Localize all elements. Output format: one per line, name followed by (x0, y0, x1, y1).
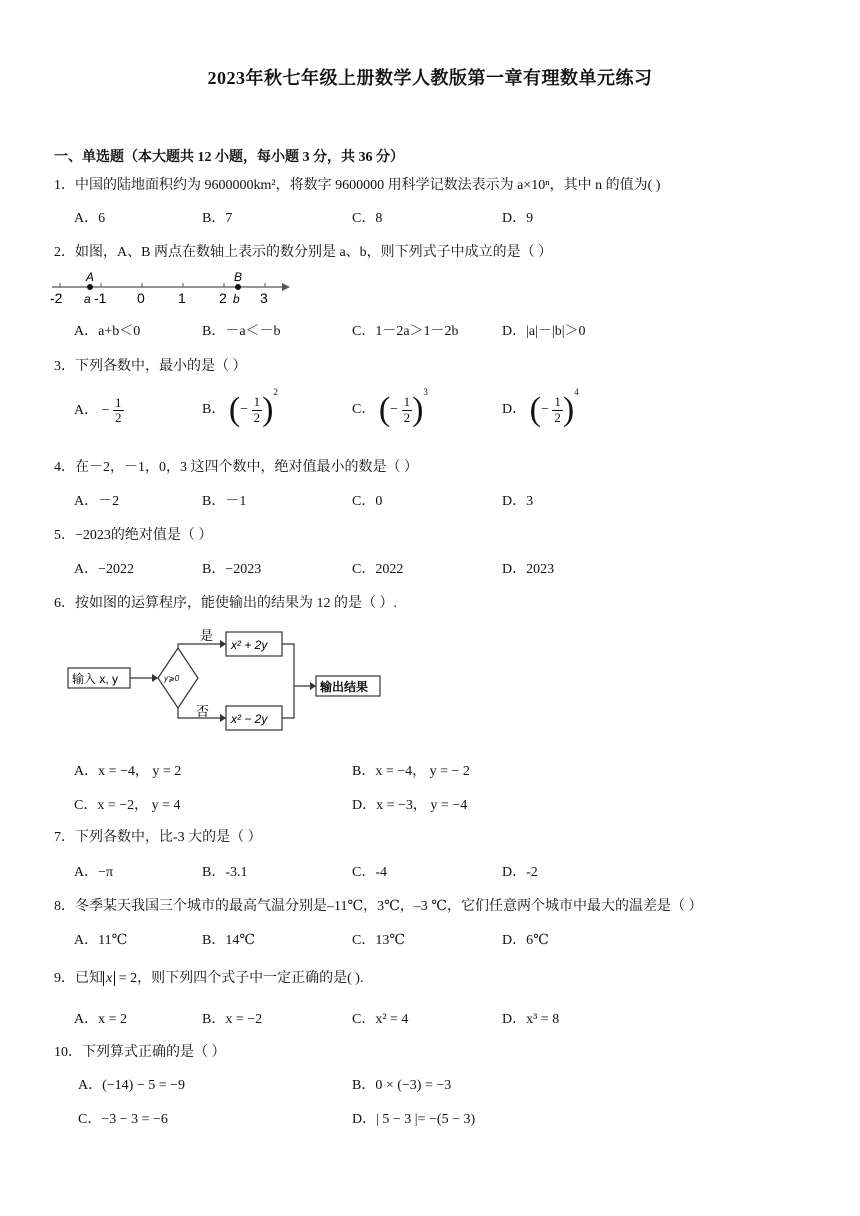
stem-prefix: 9．已知 (54, 971, 103, 986)
point-b-var: b (233, 292, 240, 306)
tick-label: 3 (260, 290, 268, 306)
number-line-figure (46, 270, 296, 310)
option-key: A． (74, 403, 99, 419)
q3-option-c[interactable]: C． (− $\frac{1}{2}$ )$^3$ (352, 387, 428, 428)
q1-option-b[interactable]: B．7 (202, 211, 233, 226)
q4-option-b[interactable]: B．－1 (202, 494, 247, 509)
q10-option-d[interactable]: D．| 5 − 3 |= −(5 − 3) (352, 1112, 476, 1127)
q10-option-a[interactable]: A．(−14) − 5 = −9 (78, 1078, 186, 1093)
yes-expression: x² + 2y (231, 638, 268, 652)
tick-label: 1 (178, 290, 186, 306)
fraction: $\frac{1}{2}$ (115, 395, 122, 426)
q2-option-c[interactable]: C．1－2a＞1－2b (352, 324, 459, 339)
input-label: 输入 x, y (72, 672, 119, 686)
question-6: 6．按如图的运算程序，能使输出的结果为 12 的是（ ）. (54, 596, 397, 611)
question-4: 4．在－2，－1，0，3 这四个数中，绝对值最小的数是（ ） (54, 460, 418, 475)
q9-option-d[interactable]: D．x³ = 8 (502, 1012, 560, 1027)
tick-label: 0 (137, 290, 145, 306)
section-heading: 一、单选题（本大题共 12 小题，每小题 3 分，共 36 分） (54, 150, 404, 165)
option-key: D． (502, 402, 527, 418)
q2-option-d[interactable]: D．|a|－|b|＞0 (502, 324, 586, 339)
question-8: 8．冬季某天我国三个城市的最高气温分别是–11℃，3℃，–3 ℃，它们任意两个城市中最大的温差是（ ） (54, 899, 703, 914)
no-expression: x² − 2y (231, 712, 268, 726)
q9-option-c[interactable]: C．x² = 4 (352, 1012, 409, 1027)
q8-option-d[interactable]: D．6℃ (502, 933, 549, 948)
q3-option-a[interactable] (74, 396, 124, 426)
q7-option-d[interactable]: D．-2 (502, 865, 538, 880)
q5-option-c[interactable]: C．2022 (352, 562, 404, 577)
q9-option-a[interactable]: A．x = 2 (74, 1012, 128, 1027)
exponent: 4 (574, 387, 579, 397)
q6-option-d[interactable]: D．x = −3， y = −4 (352, 798, 468, 813)
output-label: 输出结果 (320, 680, 369, 694)
q1-option-d[interactable]: D．9 (502, 211, 534, 226)
q5-option-b[interactable]: B．−2023 (202, 562, 262, 577)
q8-option-a[interactable]: A．11℃ (74, 933, 128, 948)
point-b-dot (235, 284, 241, 290)
q3-option-b[interactable]: B． (− $\frac{1}{2}$ )$^2$ (202, 387, 278, 428)
option-key: C． (352, 402, 376, 418)
yes-label: 是 (200, 628, 214, 643)
q1-option-a[interactable]: A．6 (74, 211, 106, 226)
q10-option-c[interactable]: C．−3 − 3 = −6 (78, 1112, 168, 1127)
q4-option-a[interactable]: A．－2 (74, 494, 120, 509)
flowchart-figure (66, 622, 396, 746)
stem-suffix: = 2，则下列四个式子中一定正确的是( ). (115, 971, 364, 986)
question-10: 10．下列算式正确的是（ ） (54, 1045, 226, 1060)
q8-option-b[interactable]: B．14℃ (202, 933, 255, 948)
exponent: 2 (273, 387, 278, 397)
question-2: 2．如图，A、B 两点在数轴上表示的数分别是 a、b，则下列式子中成立的是（ ） (54, 245, 553, 260)
minus-sign: − (101, 403, 110, 419)
q6-option-a[interactable]: A．x = −4， y = 2 (74, 764, 182, 779)
point-a-label: A (86, 270, 95, 284)
exponent: 3 (423, 387, 428, 397)
question-9 (54, 967, 363, 987)
question-5: 5．−2023的绝对值是（ ） (54, 528, 213, 543)
q4-option-d[interactable]: D．3 (502, 494, 534, 509)
q7-option-a[interactable]: A．−π (74, 865, 114, 880)
tick-label: 2 (219, 290, 227, 306)
q5-option-d[interactable]: D．2023 (502, 562, 555, 577)
no-label: 否 (196, 704, 210, 719)
condition-label: y⩾0 (164, 674, 180, 683)
tick-label: -1 (94, 290, 107, 306)
q10-option-b[interactable]: B．0 × (−3) = −3 (352, 1078, 452, 1093)
question-3: 3．下列各数中，最小的是（ ） (54, 359, 247, 374)
q2-option-a[interactable]: A．a+b＜0 (74, 324, 141, 339)
q3-option-d[interactable]: D． (− $\frac{1}{2}$ )$^4$ (502, 387, 579, 428)
q8-option-c[interactable]: C．13℃ (352, 933, 405, 948)
page-title: 2023年秋七年级上册数学人教版第一章有理数单元练习 (207, 68, 653, 88)
tick-label: -2 (50, 290, 63, 306)
option-key: B． (202, 402, 226, 418)
point-b-label: B (234, 270, 243, 284)
question-7: 7．下列各数中，比-3 大的是（ ） (54, 830, 262, 845)
q7-option-c[interactable]: C．-4 (352, 865, 387, 880)
q2-option-b[interactable]: B．－a＜－b (202, 324, 281, 339)
question-1: 1．中国的陆地面积约为 9600000km²，将数字 9600000 用科学记数法表示为 a×10ⁿ，其中 n 的值为( ) (54, 178, 661, 193)
q1-option-c[interactable]: C．8 (352, 211, 383, 226)
abs-x: x (103, 971, 115, 986)
point-a-dot (87, 284, 93, 290)
q9-option-b[interactable]: B．x = −2 (202, 1012, 263, 1027)
q6-option-c[interactable]: C．x = −2， y = 4 (74, 798, 181, 813)
q5-option-a[interactable]: A．−2022 (74, 562, 135, 577)
point-a-var: a (84, 292, 91, 306)
q4-option-c[interactable]: C．0 (352, 494, 383, 509)
q6-option-b[interactable]: B．x = −4， y = − 2 (352, 764, 470, 779)
q7-option-b[interactable]: B．-3.1 (202, 865, 248, 880)
